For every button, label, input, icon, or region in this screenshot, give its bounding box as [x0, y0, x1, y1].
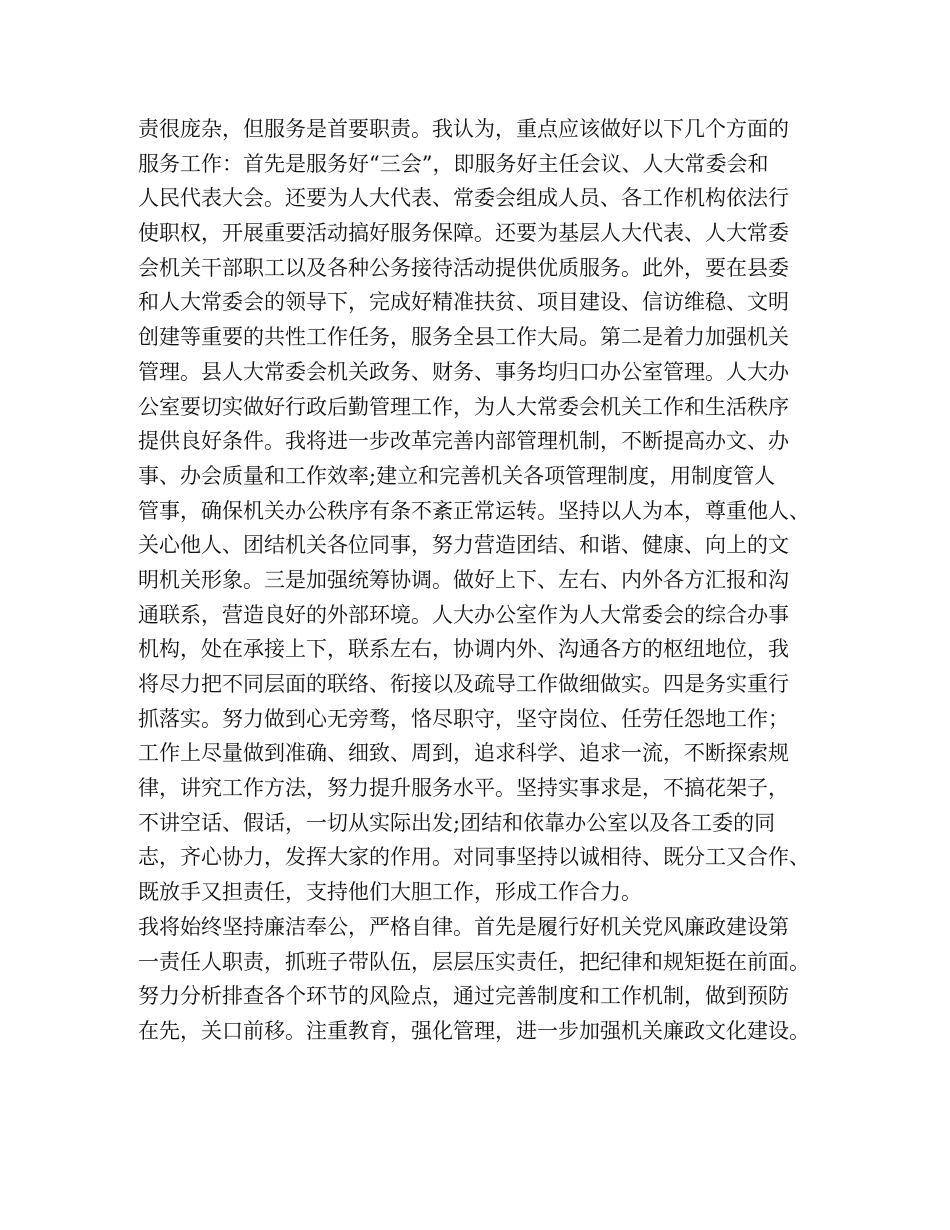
text-line: 机构，处在承接上下，联系左右，协调内外、沟通各方的枢纽地位，我	[138, 637, 789, 662]
text-line: 责很庞杂，但服务是首要职责。我认为，重点应该做好以下几个方面的	[138, 117, 789, 141]
text-line: 工作上尽量做到准确、细致、周到，追求科学、追求一流，不断探索规	[138, 741, 789, 766]
text-line: 抓落实。努力做到心无旁骛，恪尽职守，坚守岗位、任劳任怨地工作；	[138, 706, 789, 731]
text-line: 和人大常委会的领导下，完成好精准扶贫、项目建设、信访维稳、文明	[138, 290, 789, 315]
text-line: 我将始终坚持廉洁奉公，严格自律。首先是履行好机关党风廉政建设第	[138, 914, 789, 939]
text-line: 将尽力把不同层面的联络、衔接以及疏导工作做细做实。四是务实重行	[138, 672, 789, 696]
text-line: 明机关形象。三是加强统筹协调。做好上下、左右、内外各方汇报和沟	[138, 567, 789, 592]
text-line: 会机关干部职工以及各种公务接待活动提供优质服务。此外，要在县委	[138, 255, 789, 280]
body-text	[138, 112, 838, 1049]
text-line: 管事，确保机关办公秩序有条不紊正常运转。坚持以人为本，尊重他人、	[138, 498, 810, 523]
text-line: 使职权，开展重要活动搞好服务保障。还要为基层人大代表、人大常委	[138, 221, 789, 246]
text-line: 事、办会质量和工作效率;建立和完善机关各项管理制度，用制度管人	[138, 463, 776, 488]
text-line: 在先，关口前移。注重教育，强化管理，进一步加强机关廉政文化建设。	[138, 1018, 810, 1043]
text-line: 既放手又担责任，支持他们大胆工作，形成工作合力。	[138, 880, 642, 905]
text-line: 公室要切实做好行政后勤管理工作，为人大常委会机关工作和生活秩序	[138, 394, 789, 419]
text-line: 志，齐心协力，发挥大家的作用。对同事坚持以诚相待、既分工又合作、	[138, 845, 810, 870]
text-line: 人民代表大会。还要为人大代表、常委会组成人员、各工作机构依法行	[138, 186, 789, 211]
text-line: 努力分析排查各个环节的风险点，通过完善制度和工作机制，做到预防	[138, 984, 789, 1009]
text-line: 管理。县人大常委会机关政务、财务、事务均归口办公室管理。人大办	[138, 359, 789, 384]
text-line: 律，讲究工作方法，努力提升服务水平。坚持实事求是，不搞花架子，	[138, 776, 789, 801]
text-line: 一责任人职责，抓班子带队伍，层层压实责任，把纪律和规矩挺在前面。	[138, 949, 810, 974]
text-line: 创建等重要的共性工作任务，服务全县工作大局。第二是着力加强机关	[138, 325, 789, 350]
text-line: 不讲空话、假话，一切从实际出发;团结和依靠办公室以及各工委的同	[138, 810, 776, 835]
text-line: 通联系，营造良好的外部环境。人大办公室作为人大常委会的综合办事	[138, 602, 789, 627]
text-line: 服务工作：首先是服务好“三会”，即服务好主任会议、人大常委会和	[138, 151, 769, 176]
text-line: 关心他人、团结机关各位同事，努力营造团结、和谐、健康、向上的文	[138, 533, 789, 558]
text-line: 提供良好条件。我将进一步改革完善内部管理机制，不断提高办文、办	[138, 429, 789, 454]
